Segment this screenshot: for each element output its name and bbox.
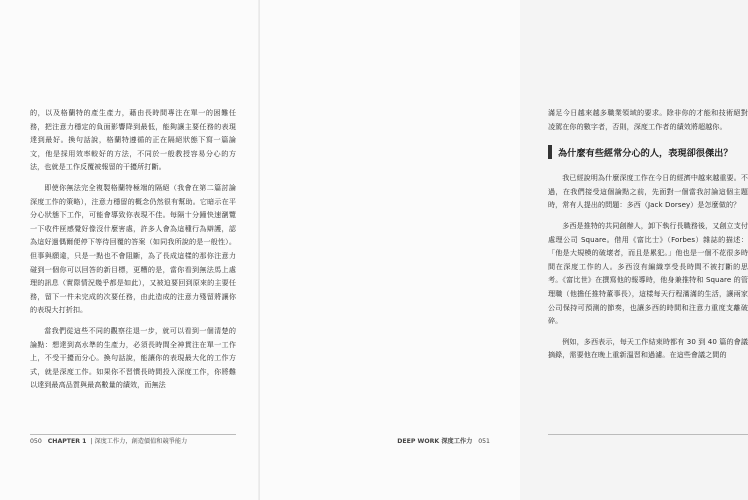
right-page-footer bbox=[397, 436, 490, 445]
paragraph: 我已經說明為什麼深度工作在今日的經濟中越來越重要。不過，在我們接受這個論點之前，先面對一個當我討論這個主題時，常有人提出的問題：多西（Jack Dorsey）是怎麼做的？ bbox=[548, 173, 748, 210]
paragraph: 例如，多西表示，每天工作結束時都有 30 到 40 篇的會議摘錄，需要他在晚上重新溫習和過濾。在這些會議之間的 bbox=[548, 336, 748, 360]
footer-rule bbox=[30, 434, 236, 435]
chapter-title: 深度工作力，創造價值和競爭能力 bbox=[94, 438, 188, 445]
page-number: 051 bbox=[478, 438, 490, 445]
paragraph: 滿足今日越來越多職業領域的要求。除非你的才能和技術絕對凌駕在你的數字者，否則，深度工作者的績效將超越你。 bbox=[548, 108, 748, 131]
section-heading-row bbox=[548, 145, 748, 159]
right-page bbox=[260, 0, 748, 500]
left-page-body bbox=[30, 106, 236, 399]
footer-rule bbox=[548, 434, 748, 435]
right-page-body bbox=[548, 106, 748, 369]
chapter-label: CHAPTER 1 bbox=[47, 438, 87, 445]
book-title: DEEP WORK 深度工作力 bbox=[397, 438, 473, 445]
heading-marker bbox=[548, 145, 552, 159]
paragraph: 即使你無法完全複製格蘭特極端的隔絕（我會在第二篇討論深度工作的策略），注意力穩留的概念仍然很有幫助。它暗示在平分心狀態下工作，可能會導致你表現不佳。每隔十分鐘快速瀏覽一下收件匣感覺好像沒什麼害處，許多人會為這種行為辯護，認為這好過偶爾便停下等待回覆的答案（如同我所說的是一般性）。但事與願違，只是一點也不會阻斷，為了長成這樣的那你注意力碰到一個你可以回答的新目標，更糟的是，當你看到無法馬上處理的訊息（實際情況幾乎都是如此），又被迫要回到原來的主要任務，留下一件未完成的次要任務，由此造成的注意力殘留將讓你的表現大打折扣。 bbox=[30, 182, 236, 315]
section-heading: 為什麼有些經常分心的人，表現卻很傑出？ bbox=[558, 148, 733, 160]
paragraph: 當我們從這些不同的觀察往退一步，就可以看到一個清楚的論點：想達到高水準的生產力，必須長時間全神貫注在單一工作上，不受干擾而分心。換句話說，能讓你的表現最大化的工作方式，就是深度工作。如果你不習慣長時間投入深度工作，你將難以達到最高品質與最高數量的績效，而無法 bbox=[30, 325, 236, 390]
paragraph: 的，以及格蘭特的產生產力，藉由長時間專注在單一的困難任務，把注意力穩定的負面影響降到最低，能夠讓主要任務的表現達到最好。換句話說，格蘭特遵循的正在隔絕狀態下寫一篇論文，他是採用效率較好的方法，不同於一般教授容易分心的方法，也就是工作反覆被報留的干擾所打斷。 bbox=[30, 108, 236, 172]
paragraph: 多西是推特的共同創辦人，卸下執行長職務後，又創立支付處理公司 Square。借用《富比士》（Forbes）雜誌的描述：「他是大規模的破壞者，而且是累犯。」他也是一個不花很多時間在深度工作的人。多西沒有編織享受長時間不被打斷的思考。《富比世》在撰寫他的報導時，他身兼推特和 Square 的管理職（他擔任推特董事長），這樣每天行程滿滿的生活，讓兩家公司保持可預測的節奏，也讓多西的時間和注意力重度支離破碎。 bbox=[548, 220, 748, 326]
page-number: 050 bbox=[30, 438, 42, 445]
left-page bbox=[0, 0, 260, 500]
left-page-footer: 050 CHAPTER 1 | 深度工作力，創造價值和競爭能力 bbox=[30, 438, 188, 445]
